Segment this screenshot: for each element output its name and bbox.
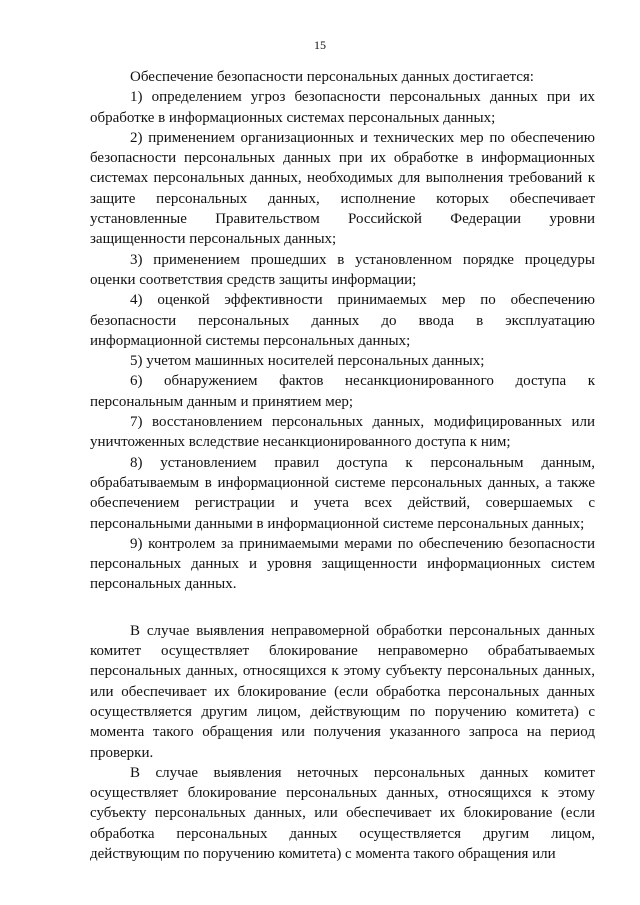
list-item-2: 2) применением организационных и технических мер по обеспечению безопасности персональных данных при их обработке в информационных системах персональных данных, необходимых для выполнения требований к защите персональных данных, исполнение которых обеспечивает установленные Правительством Российской Федерации уровни защищенности персональных данных; [90, 129, 595, 248]
list-item-5: 5) учетом машинных носителей персональных данных; [130, 353, 485, 370]
list-item-9: 9) контролем за принимаемыми мерами по обеспечению безопасности персональных данных и уровня защищенности информационных систем персональных данных. [90, 535, 595, 593]
body-paragraph: В случае выявления неточных персональных данных комитет осуществляет блокирование персональных данных, относящихся к этому субъекту персональных данных, или обеспечивает их блокирование (если обработка персональных данных осуществляется другим лицом, действующим по поручению комитета) с момента такого обращения или [90, 764, 595, 862]
list-item-8: 8) установлением правил доступа к персональным данным, обрабатываемым в информационной системе персональных данных, а также обеспечением регистрации и учета всех действий, совершаемых с персональными данными в информационной системе персональных данных; [90, 454, 595, 532]
list-item-6: 6) обнаружением фактов несанкционированного доступа к персональным данным и принятием мер; [90, 373, 595, 410]
document-body [90, 67, 595, 864]
body-paragraph: В случае выявления неправомерной обработки персональных данных комитет осуществляет блокирование неправомерно обрабатываемых персональных данных, относящихся к этому субъекту персональных данных, или обеспечивает их блокирование (если обработка персональных данных осуществляется другим лицом, действующим по поручению комитета) с момента такого обращения или получения указанного запроса на период проверки. [90, 622, 595, 761]
list-item-1: 1) определением угроз безопасности персональных данных при их обработке в информационных системах персональных данных; [90, 89, 595, 126]
list-item-7: 7) восстановлением персональных данных, модифицированных или уничтоженных вследствие несанкционированного доступа к ним; [90, 414, 595, 451]
intro-paragraph: Обеспечение безопасности персональных данных достигается: [130, 69, 534, 85]
list-item-4: 4) оценкой эффективности принимаемых мер по обеспечению безопасности персональных данных до ввода в эксплуатацию информационной системы персональных данных; [90, 292, 595, 349]
page-number: 15 [314, 38, 326, 52]
list-item-3: 3) применением прошедших в установленном порядке процедуры оценки соответствия средств защиты информации; [90, 251, 595, 288]
